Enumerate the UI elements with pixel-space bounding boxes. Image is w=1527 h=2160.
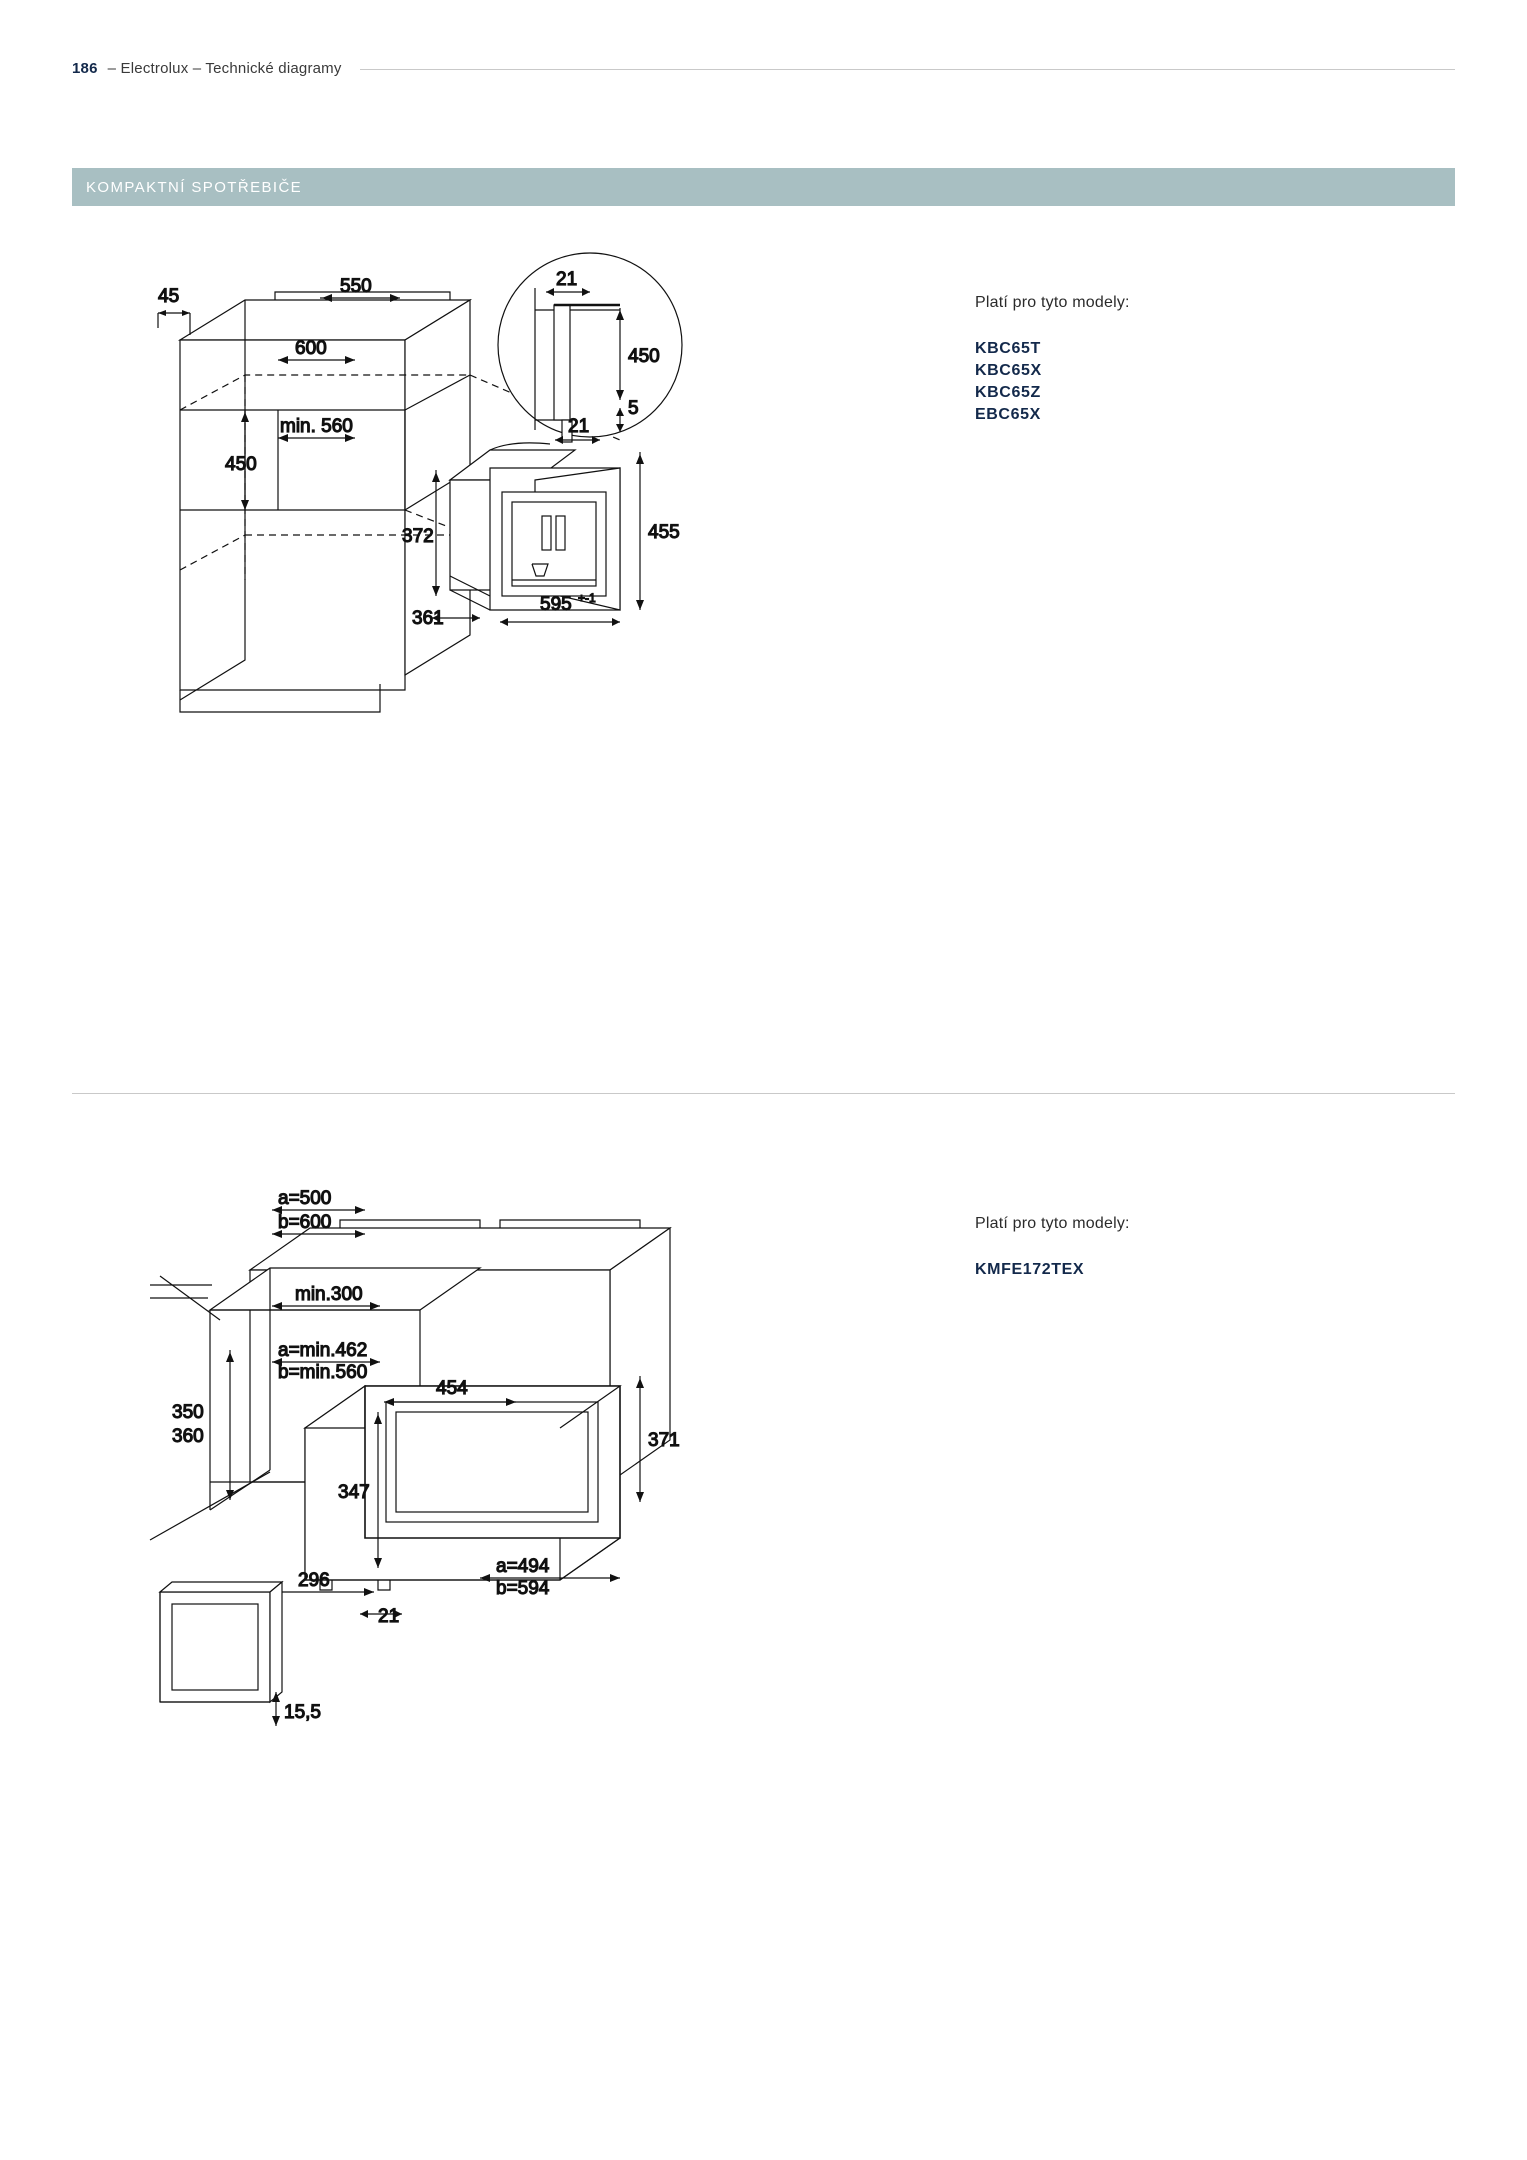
svg-text:21: 21 [378,1606,400,1627]
svg-text:45: 45 [158,286,180,307]
svg-text:a=min.462: a=min.462 [278,1340,368,1361]
svg-text:b=600: b=600 [278,1212,332,1233]
technical-diagram-microwave [150,1180,890,1840]
svg-text:454: 454 [436,1378,468,1399]
svg-text:350: 350 [172,1402,204,1423]
svg-text:360: 360 [172,1426,204,1447]
svg-text:550: 550 [340,276,372,297]
header-breadcrumb: – Electrolux – Technické diagramy [107,59,342,77]
models-intro: Platí pro tyto modely: [975,1215,1130,1232]
model-name: KBC65T [975,340,1041,357]
svg-text:450: 450 [628,346,660,367]
svg-text:b=min.560: b=min.560 [278,1362,368,1383]
svg-text:b=594: b=594 [496,1578,550,1599]
page-number: 186 [72,59,98,77]
model-name: EBC65X [975,406,1041,424]
technical-diagram-coffee-machine [150,269,890,780]
svg-text:+-1: +-1 [578,591,596,605]
models-intro: Platí pro tyto modely: [975,294,1130,311]
models-panel-coffee-machine [975,294,1305,426]
svg-text:372: 372 [402,526,434,547]
section-divider [72,1093,1455,1094]
category-band-label: KOMPAKTNÍ SPOTŘEBIČE [86,178,303,196]
category-band [72,168,1455,206]
svg-text:371: 371 [648,1430,680,1451]
svg-text:a=494: a=494 [496,1556,550,1577]
svg-text:21: 21 [568,416,590,437]
svg-text:15,5: 15,5 [284,1702,321,1723]
model-name: KBC65Z [975,384,1041,402]
svg-text:min.300: min.300 [295,1284,363,1305]
svg-text:450: 450 [225,454,257,475]
models-panel-microwave [975,1215,1305,1281]
model-name: KMFE172TEX [975,1261,1085,1278]
svg-text:347: 347 [338,1482,370,1503]
svg-text:a=500: a=500 [278,1188,332,1209]
svg-text:455: 455 [648,522,680,543]
svg-text:21: 21 [556,269,578,290]
svg-text:296: 296 [298,1570,330,1591]
svg-text:595: 595 [540,594,572,615]
header-divider [360,69,1455,70]
svg-text:5: 5 [628,398,639,419]
svg-text:600: 600 [295,338,327,359]
svg-text:min. 560: min. 560 [280,416,353,437]
model-name: KBC65X [975,362,1042,380]
page-header [72,56,1455,80]
svg-text:361: 361 [412,608,444,629]
